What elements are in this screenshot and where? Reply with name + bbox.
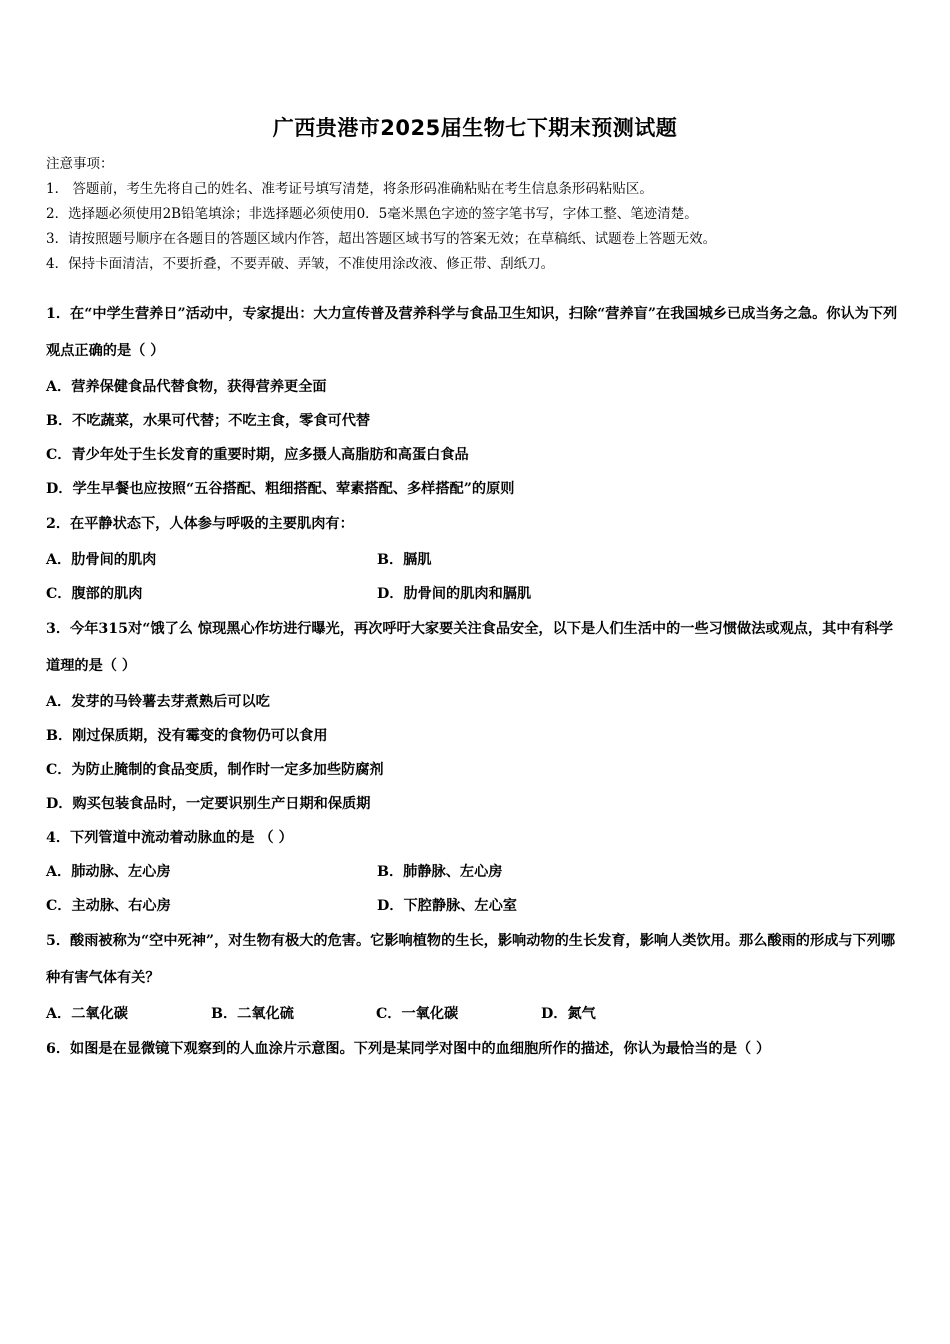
option-a: A．营养保健食品代替食物，获得营养更全面: [46, 379, 327, 395]
option-a: A．发芽的马铃薯去芽煮熟后可以吃: [46, 694, 270, 710]
option-a: A．二氧化碳: [46, 1006, 128, 1022]
option-b: B．不吃蔬菜，水果可代替；不吃主食，零食可代替: [46, 413, 371, 429]
option-d: D．氮气: [541, 1006, 596, 1022]
options-row: [46, 889, 906, 923]
notice-item: 2．选择题必须使用2B铅笔填涂；非选择题必须使用0．5毫米黑色字迹的签字笔书写，字体工整、笔迹清楚。: [46, 206, 698, 222]
question-stem: 6．如图是在显微镜下观察到的人血涂片示意图。下列是某同学对图中的血细胞所作的描述，你认为最恰当的是（ ）: [46, 1041, 771, 1057]
option-b: B．膈肌: [377, 552, 432, 568]
options-row: [46, 543, 906, 577]
option-b: B．刚过保质期，没有霉变的食物仍可以食用: [46, 728, 328, 744]
option-d: D．购买包装食品时，一定要识别生产日期和保质期: [46, 796, 371, 812]
option-c: C．腹部的肌肉: [46, 586, 143, 602]
option-c: C．青少年处于生长发育的重要时期，应多摄人高脂肪和高蛋白食品: [46, 447, 469, 463]
question-3: [46, 611, 906, 821]
question-5: [46, 923, 906, 1031]
option-c: C．一氧化碳: [376, 1006, 459, 1022]
notice-item: 1． 答题前，考生先将自己的姓名、准考证号填写清楚，将条形码准确粘贴在考生信息条形码粘贴区。: [46, 181, 653, 197]
option-c: C．主动脉、右心房: [46, 898, 171, 914]
notice-item: 4．保持卡面清洁，不要折叠，不要弄破、弄皱，不准使用涂改液、修正带、刮纸刀。: [46, 256, 555, 272]
notice-section: [46, 152, 916, 277]
question-stem: 2．在平静状态下，人体参与呼吸的主要肌肉有：: [46, 516, 354, 532]
options-row: [46, 577, 906, 611]
option-d: D．下腔静脉、左心室: [377, 898, 517, 914]
page-title: 广西贵港市2025届生物七下期末预测试题: [272, 116, 678, 140]
option-c: C．为防止腌制的食品变质，制作时一定多加些防腐剂: [46, 762, 384, 778]
question-1: [46, 296, 906, 506]
question-4: [46, 821, 906, 923]
option-d: D．肋骨间的肌肉和膈肌: [377, 586, 532, 602]
question-list: [46, 296, 906, 1068]
option-d: D．学生早餐也应按照“五谷搭配、粗细搭配、荤素搭配、多样搭配”的原则: [46, 481, 515, 497]
options-row: [46, 997, 906, 1031]
question-6: [46, 1031, 906, 1068]
notice-heading: 注意事项：: [46, 156, 114, 172]
option-a: A．肋骨间的肌肉: [46, 552, 157, 568]
question-2: [46, 506, 906, 611]
options-row: [46, 855, 906, 889]
option-b: B．二氧化硫: [211, 1006, 294, 1022]
question-stem: 5．酸雨被称为“空中死神”，对生物有极大的危害。它影响植物的生长，影响动物的生长发育，影响人类饮用。那么酸雨的形成与下列哪种有害气体有关？: [46, 933, 896, 986]
notice-item: 3．请按照题号顺序在各题目的答题区域内作答，超出答题区域书写的答案无效；在草稿纸、试题卷上答题无效。: [46, 231, 717, 247]
option-a: A．肺动脉、左心房: [46, 864, 171, 880]
option-b: B．肺静脉、左心房: [377, 864, 503, 880]
question-stem: 3．今年315对“饿了么 惊现黑心作坊进行曝光，再次呼吁大家要关注食品安全，以下是人们生活中的一些习惯做法或观点，其中有科学道理的是（ ）: [46, 621, 894, 674]
question-stem: 1．在“中学生营养日”活动中，专家提出：大力宣传普及营养科学与食品卫生知识，扫除“营养盲”在我国城乡已成当务之急。你认为下列观点正确的是（ ）: [46, 306, 898, 359]
question-stem: 4．下列管道中流动着动脉血的是 （ ）: [46, 830, 293, 846]
